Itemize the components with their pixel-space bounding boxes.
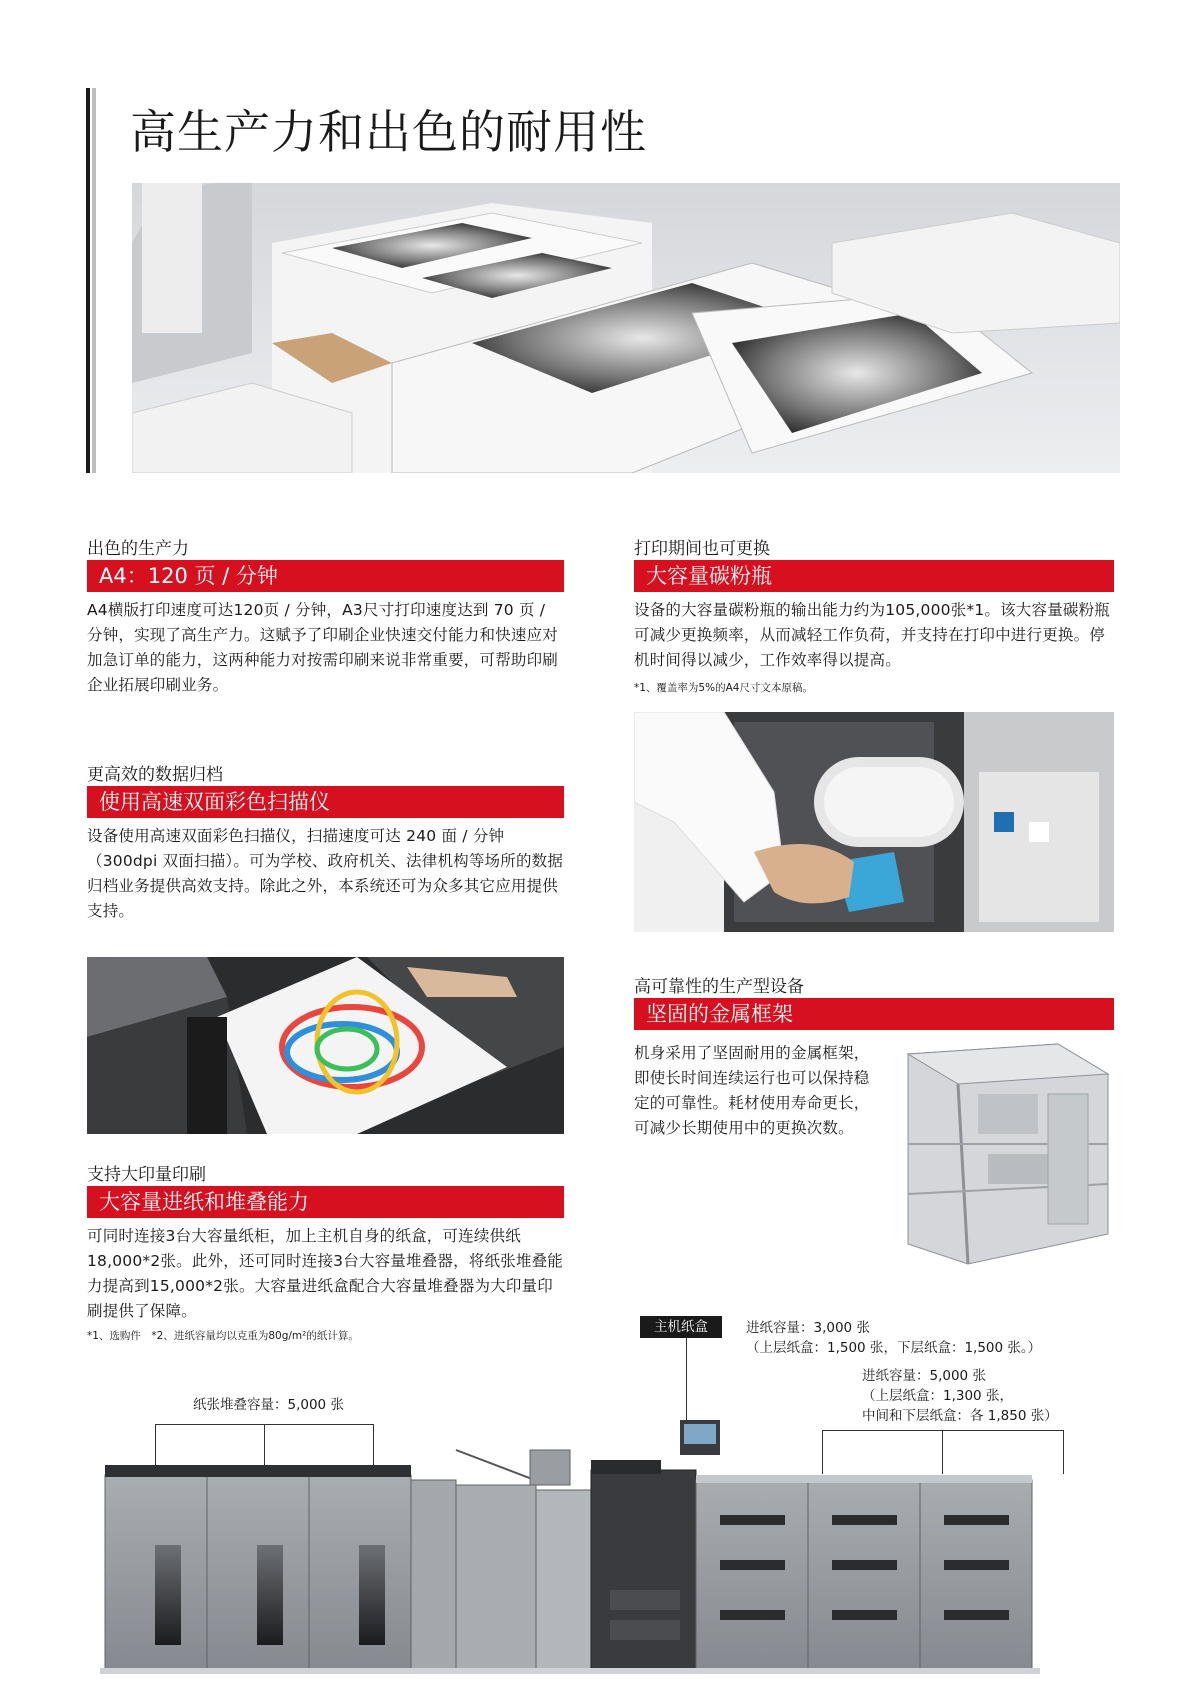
lcc-spec-3: 中间和下层纸盒：各 1,850 张） — [862, 1408, 1058, 1424]
lcc-spec-2: （上层纸盒：1,300 张， — [862, 1388, 1013, 1404]
main-tray-leader-line — [686, 1338, 687, 1422]
title-accent-bar — [86, 88, 90, 473]
frame-banner: 坚固的金属框架 — [634, 998, 1114, 1030]
scanning-body: 设备使用高速双面彩色扫描仪，扫描速度可达 240 面 / 分钟（300dpi 双面扫描）。可为学校、政府机关、法律机构等场所的数据归档业务提供高效支持。除此之外，本系统还可为众多其它应用提供支持。 — [87, 827, 564, 920]
main-tray-spec-2: （上层纸盒：1,500 张，下层纸盒：1,500 张。） — [746, 1340, 1042, 1356]
productivity-banner: A4：120 页 / 分钟 — [87, 560, 564, 592]
stacker-capacity-label: 纸张堆叠容量：5,000 张 — [193, 1397, 344, 1413]
main-tray-tag: 主机纸盒 — [640, 1316, 722, 1338]
toner-banner: 大容量碳粉瓶 — [634, 560, 1114, 592]
frame-body: 机身采用了坚固耐用的金属框架，即使长时间连续运行也可以保持稳定的可靠性。耗材使用寿命更长，可减少长期使用中的更换次数。 — [634, 1044, 870, 1137]
productivity-subtitle: 出色的生产力 — [87, 539, 189, 559]
toner-subtitle: 打印期间也可更换 — [634, 539, 770, 559]
scanning-subtitle: 更高效的数据归档 — [87, 765, 223, 785]
scanning-banner: 使用高速双面彩色扫描仪 — [87, 786, 564, 818]
full-system-machine-illustration — [100, 1420, 1110, 1680]
page-title: 高生产力和出色的耐用性 — [130, 105, 647, 159]
hero-photo-printed-booklets — [132, 183, 1120, 473]
capacity-banner: 大容量进纸和堆叠能力 — [87, 1186, 564, 1218]
toner-body: 设备的大容量碳粉瓶的输出能力约为105,000张*1。该大容量碳粉瓶可减少更换频率，从而减轻工作负荷，并支持在打印中进行更换。停机时间得以减少，工作效率得以提高。 — [634, 601, 1111, 669]
metal-frame-photo — [888, 1034, 1116, 1274]
frame-subtitle: 高可靠性的生产型设备 — [634, 977, 804, 997]
capacity-subtitle: 支持大印量印刷 — [87, 1165, 206, 1185]
main-tray-spec-1: 进纸容量：3,000 张 — [746, 1320, 870, 1336]
toner-bottle-photo — [634, 712, 1114, 932]
lcc-spec-1: 进纸容量：5,000 张 — [862, 1368, 986, 1384]
toner-note: *1、覆盖率为5%的A4尺寸文本原稿。 — [634, 682, 813, 694]
title-accent-bar-gray — [92, 88, 96, 473]
capacity-body: 可同时连接3台大容量纸柜，加上主机自身的纸盒，可连续供纸18,000*2张。此外，还可同时连接3台大容量堆叠器，将纸张堆叠能力提高到15,000*2张。大容量进纸盒配合大容量堆叠器为大印量印刷提供了保障。 — [87, 1227, 564, 1320]
productivity-body: A4横版打印速度可达120页 / 分钟，A3尺寸打印速度达到 70 页 / 分钟，实现了高生产力。这赋予了印刷企业快速交付能力和快速应对加急订单的能力，这两种能力对按需印刷来说非常重要，可帮助印刷企业拓展印刷业务。 — [87, 601, 559, 694]
scanner-photo — [87, 957, 564, 1134]
capacity-note: *1、选购件 *2、进纸容量均以克重为80g/m²的纸计算。 — [87, 1330, 359, 1342]
